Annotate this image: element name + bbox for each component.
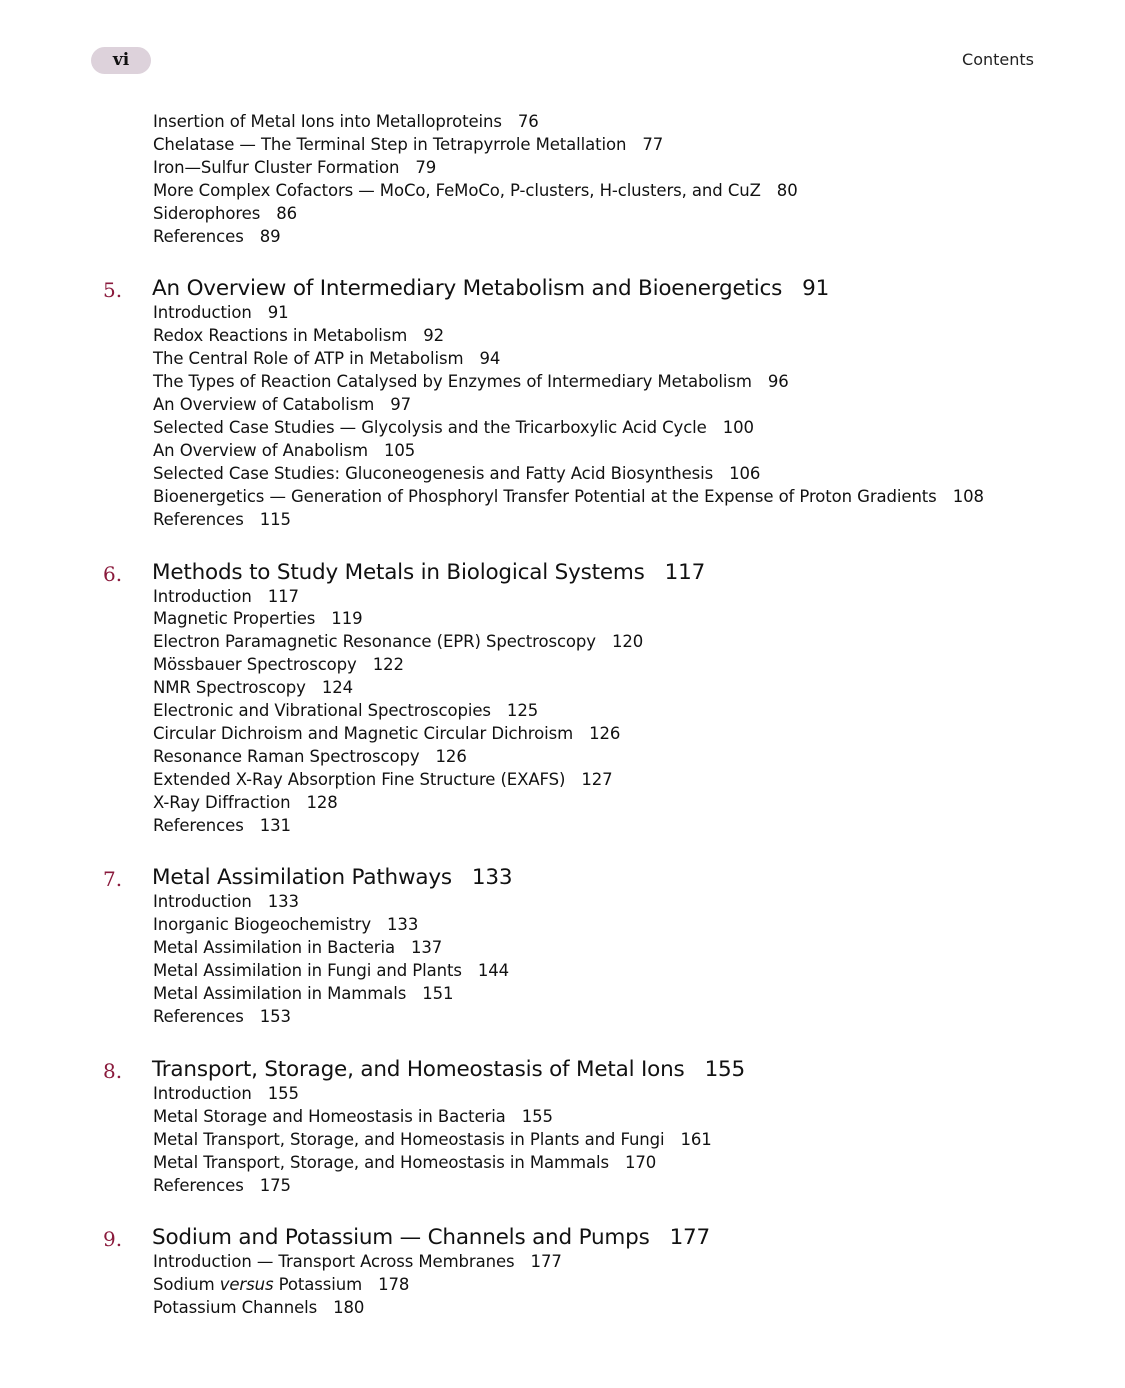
entry-title: Extended X-Ray Absorption Fine Structure (EXAFS) <box>153 769 566 789</box>
entry-title: Metal Assimilation in Bacteria <box>153 938 395 958</box>
entry-page: 97 <box>390 395 411 415</box>
chapter-heading[interactable] <box>0 560 1125 592</box>
entry-page: 153 <box>259 1007 291 1026</box>
chapter-page: 155 <box>704 1056 745 1082</box>
entry-title: Potassium Channels <box>153 1298 318 1318</box>
entry-title: References <box>153 1007 244 1026</box>
entry-title: Mössbauer Spectroscopy <box>153 655 357 675</box>
chapter-7 <box>0 865 1125 1028</box>
chapter-number: 6. <box>103 561 123 586</box>
chapter-heading[interactable] <box>0 276 1125 308</box>
section-list <box>0 891 1125 1028</box>
chapter-title-text: Methods to Study Metals in Biological Systems <box>152 559 645 585</box>
entry-title: Magnetic Properties <box>153 609 316 629</box>
entry-title: Chelatase — The Terminal Step in Tetrapyrrole Metallation <box>153 134 627 154</box>
entry-title-part: Potassium <box>273 1275 363 1295</box>
toc-entry[interactable] <box>153 960 1125 983</box>
entry-title: References <box>153 509 244 529</box>
toc-entry[interactable] <box>153 1297 1125 1320</box>
toc-entry[interactable] <box>153 1274 1125 1297</box>
entry-page: 122 <box>372 655 404 675</box>
toc-entry[interactable] <box>153 463 1125 486</box>
continued-section-list <box>0 111 1125 248</box>
entry-page: 86 <box>276 203 297 223</box>
entry-title: Circular Dichroism and Magnetic Circular Dichroism <box>153 723 574 743</box>
chapter-page: 91 <box>802 276 830 302</box>
chapter-title <box>152 865 512 890</box>
entry-page: 120 <box>611 632 644 652</box>
toc-entry[interactable] <box>153 677 1125 700</box>
chapter-number: 7. <box>103 867 123 892</box>
entry-title: Metal Transport, Storage, and Homeostasis in Plants and Fungi <box>153 1129 665 1149</box>
chapter-number: 8. <box>103 1058 123 1083</box>
entry-page: 119 <box>331 609 363 629</box>
entry-page: 151 <box>422 984 454 1004</box>
entry-page: 100 <box>722 417 754 437</box>
entry-page: 180 <box>333 1298 365 1318</box>
entry-page: 170 <box>624 1152 657 1172</box>
entry-page: 96 <box>767 372 789 392</box>
entry-title: More Complex Cofactors — MoCo, FeMoCo, P-clusters, H-clusters, and CuZ <box>153 180 761 200</box>
chapter-number: 5. <box>103 278 123 303</box>
entry-title: The Central Role of ATP in Metabolism <box>153 349 464 369</box>
entry-page: 177 <box>530 1252 562 1272</box>
entry-page: 76 <box>517 112 539 131</box>
entry-title-italic: versus <box>219 1275 274 1295</box>
entry-title: References <box>153 226 244 246</box>
entry-title: Siderophores <box>153 203 261 223</box>
entry-page: 105 <box>383 440 416 460</box>
toc-entry[interactable] <box>153 348 1125 371</box>
entry-page: 117 <box>267 586 299 606</box>
entry-title: Electronic and Vibrational Spectroscopies <box>153 701 491 721</box>
entry-page: 106 <box>729 463 761 483</box>
toc-entry[interactable] <box>153 394 1125 417</box>
toc-entry[interactable] <box>153 1006 1125 1029</box>
entry-page: 125 <box>506 701 539 721</box>
entry-page: 161 <box>680 1129 712 1149</box>
chapter-heading[interactable] <box>0 1057 1125 1089</box>
entry-page: 127 <box>581 769 613 789</box>
chapter-title-text: An Overview of Intermediary Metabolism and Bioenergetics <box>152 276 783 302</box>
entry-page: 126 <box>435 746 467 766</box>
entry-title <box>153 1275 362 1294</box>
entry-page: 175 <box>259 1175 291 1195</box>
toc-entry[interactable] <box>153 769 1125 792</box>
chapter-heading[interactable] <box>0 865 1125 897</box>
entry-title: Metal Transport, Storage, and Homeostasis in Mammals <box>153 1152 609 1172</box>
toc-entry[interactable] <box>153 134 1125 157</box>
section-list <box>0 1251 1125 1320</box>
entry-page: 133 <box>387 915 419 935</box>
entry-title-part: Sodium <box>153 1275 220 1295</box>
entry-page: 133 <box>267 892 299 912</box>
chapter-number: 9. <box>103 1227 123 1252</box>
entry-page: 80 <box>776 180 798 200</box>
entry-title: References <box>153 815 244 835</box>
chapter-title-text: Sodium and Potassium — Channels and Pumps <box>152 1225 650 1251</box>
entry-title: Insertion of Metal Ions into Metalloproteins <box>153 112 502 131</box>
entry-title: Introduction <box>153 892 252 912</box>
entry-title: NMR Spectroscopy <box>153 678 306 698</box>
entry-page: 94 <box>479 349 501 369</box>
toc-entry[interactable] <box>153 815 1125 838</box>
entry-page: 178 <box>378 1275 410 1295</box>
entry-page: 89 <box>259 226 281 246</box>
toc-entry[interactable] <box>153 700 1125 723</box>
entry-page: 126 <box>589 723 621 743</box>
toc-entry[interactable] <box>153 111 1125 134</box>
entry-title: Introduction — Transport Across Membranes <box>153 1252 515 1272</box>
toc-entry[interactable] <box>153 914 1125 937</box>
entry-page: 108 <box>952 486 984 506</box>
entry-page: 79 <box>415 157 437 177</box>
toc-entry[interactable] <box>153 157 1125 180</box>
toc-entry[interactable] <box>153 792 1125 815</box>
entry-page: 128 <box>306 792 338 812</box>
entry-page: 131 <box>259 815 291 835</box>
chapter-9 <box>0 1225 1125 1320</box>
chapter-8 <box>0 1057 1125 1198</box>
section-list <box>0 586 1125 838</box>
entry-page: 91 <box>267 303 289 323</box>
entry-page: 137 <box>410 938 443 958</box>
toc-entry[interactable] <box>153 203 1125 226</box>
toc-entry[interactable] <box>153 417 1125 440</box>
toc-entry[interactable] <box>153 1152 1125 1175</box>
toc-entry[interactable] <box>153 723 1125 746</box>
entry-title: X-Ray Diffraction <box>153 792 291 812</box>
entry-page: 144 <box>477 961 510 981</box>
chapter-title <box>152 1057 745 1082</box>
chapter-page: 177 <box>669 1225 711 1251</box>
toc-entry[interactable] <box>153 440 1125 463</box>
entry-page: 115 <box>259 509 291 529</box>
entry-title: Metal Assimilation in Fungi and Plants <box>153 961 462 981</box>
entry-title: Metal Storage and Homeostasis in Bacteria <box>153 1106 506 1126</box>
toc-entry[interactable] <box>153 486 1125 509</box>
entry-title: Inorganic Biogeochemistry <box>153 915 372 935</box>
entry-title: Selected Case Studies — Glycolysis and the Tricarboxylic Acid Cycle <box>153 417 707 437</box>
toc-entry[interactable] <box>153 180 1125 203</box>
entry-title: Selected Case Studies: Gluconeogenesis and Fatty Acid Biosynthesis <box>153 463 714 483</box>
toc-entry[interactable] <box>153 746 1125 769</box>
toc-entry[interactable] <box>153 937 1125 960</box>
section-list <box>0 302 1125 531</box>
toc-entry[interactable] <box>153 1175 1125 1198</box>
toc-entry[interactable] <box>153 654 1125 677</box>
chapter-title <box>152 1225 710 1250</box>
entry-title: Redox Reactions in Metabolism <box>153 326 408 346</box>
entry-title: References <box>153 1175 244 1195</box>
entry-title: Bioenergetics — Generation of Phosphoryl Transfer Potential at the Expense of Proton Gradients <box>153 486 937 506</box>
section-list <box>0 1083 1125 1198</box>
entry-page: 155 <box>521 1106 553 1126</box>
entry-page: 77 <box>642 134 664 154</box>
entry-title: An Overview of Anabolism <box>153 440 368 460</box>
chapter-5 <box>0 276 1125 531</box>
chapter-title-text: Metal Assimilation Pathways <box>152 865 452 891</box>
chapter-title <box>152 276 829 301</box>
toc-entry[interactable] <box>153 1129 1125 1152</box>
table-of-contents <box>0 111 1125 1320</box>
chapter-title <box>152 560 705 585</box>
toc-entry[interactable] <box>153 509 1125 532</box>
entry-page: 155 <box>267 1083 299 1103</box>
entry-title: Electron Paramagnetic Resonance (EPR) Spectroscopy <box>153 632 596 652</box>
toc-entry[interactable] <box>153 983 1125 1006</box>
running-title: Contents <box>962 50 1034 69</box>
chapter-6 <box>0 560 1125 838</box>
toc-entry[interactable] <box>153 631 1125 654</box>
entry-title: The Types of Reaction Catalysed by Enzymes of Intermediary Metabolism <box>153 372 752 392</box>
chapter-page: 117 <box>664 559 706 585</box>
entry-title: Introduction <box>153 303 252 323</box>
entry-page: 124 <box>321 678 354 698</box>
entry-title: Iron—Sulfur Cluster Formation <box>153 157 400 177</box>
entry-title: An Overview of Catabolism <box>153 395 375 415</box>
chapter-page: 133 <box>471 865 513 891</box>
toc-entry[interactable] <box>153 371 1125 394</box>
entry-title: Resonance Raman Spectroscopy <box>153 746 420 766</box>
page-header <box>0 0 1125 90</box>
entry-title: Metal Assimilation in Mammals <box>153 984 407 1004</box>
toc-entry[interactable] <box>153 325 1125 348</box>
entry-title: Introduction <box>153 1083 252 1103</box>
entry-page: 92 <box>423 326 445 346</box>
toc-entry[interactable] <box>153 608 1125 631</box>
chapter-title-text: Transport, Storage, and Homeostasis of Metal Ions <box>152 1056 685 1082</box>
chapter-heading[interactable] <box>0 1225 1125 1257</box>
entry-title: Introduction <box>153 586 252 606</box>
page-number: vi <box>91 47 151 74</box>
toc-entry[interactable] <box>153 226 1125 249</box>
toc-entry[interactable] <box>153 1106 1125 1129</box>
